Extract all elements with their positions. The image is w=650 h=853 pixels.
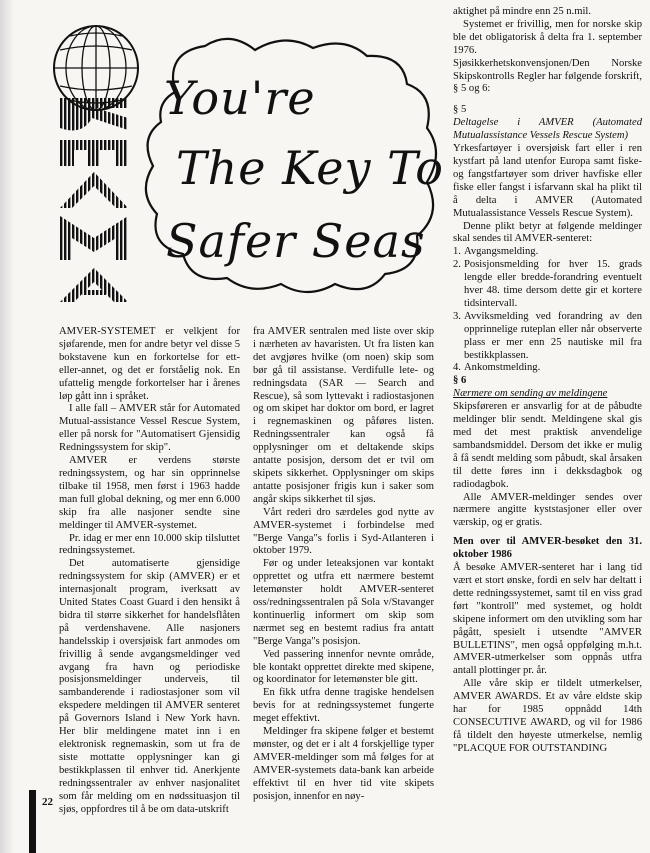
paragraph: Systemet er frivillig, men for norske skip ble det obligatorisk å delta fra 1. september 1976. xyxy=(453,18,642,56)
page-edge xyxy=(0,0,14,853)
list-text: Ankomstmelding. xyxy=(464,362,541,374)
section-5-title: Deltagelse i AMVER (Automated Mutualassistance Vessels Rescue System) xyxy=(453,117,642,142)
list-number: 3. xyxy=(453,310,461,322)
slogan-line-3: Safer Seas xyxy=(166,214,426,268)
subheading: Men over til AMVER-besøket den 31. oktober 1986 xyxy=(453,536,642,561)
paragraph: Det automatiserte gjensidige redningssystem for skip (AMVER) er et internasjonalt program, iverksatt av United States Coast Guard i den hensikt å bidra til større sikkerhet for handelsflåten på verdenshavene. Alle nasjoners handelsskip i oversjøisk fart anmodes om frivillig å sende avgangsmeldinger ved avgang fra havn og periodiske posisjonsmeldinger underveis, til sambanderende i radiostasjoner som vil ekspedere meldingen til AMVER senteret på Governors Island i New York havn. Her blir meldingene matet inn i en elektronisk regnemaskin, som ut fra de siste mottatte opplysninger kan gi bestikkplassen til enhver tid. Anerkjente redningssentraler av enhver nasjonalitet som får melding om en nødssituasjon til sjøs, oppfordres til å be om data-utskrift xyxy=(59,558,240,815)
text-column-1 xyxy=(59,326,240,816)
paragraph: I alle fall – AMVER står for Automated Mutual-assistance Vessel Rescue System, eller på norsk for "Automatisert Gjensidig Redningssystem for skip". xyxy=(59,403,240,454)
paragraph: En fikk utfra denne tragiske hendelsen bevis for at redningssystemet fungerte meget effektivt. xyxy=(253,687,434,725)
list-number: 1. xyxy=(453,246,461,258)
footer-bar xyxy=(29,790,36,853)
paragraph: Før og under leteaksjonen var kontakt opprettet og utfra ett nærmere bestemt letemønster holdt AMVER-senteret oss/redningssentralen på Sola v/Stavanger kontinuerlig informert om skip som nærmet seg en bestemt radius fra antatt "Berge Vanga"s posisjon. xyxy=(253,558,434,647)
section-5-heading: § 5 xyxy=(453,104,467,116)
section-6-title: Nærmere om sending av meldingene xyxy=(453,388,608,400)
paragraph: AMVER er verdens største redningssystem, og har sin opprinnelse tilbake til 1958, men først i 1963 hadde man full global dekning, og mer enn 6.000 skip fra alle nasjoner sendte sine meldinger til AMVER-systemet. xyxy=(59,455,240,531)
list-text: Avviksmelding ved forandring av den opprinnelige ruteplan eller når observerte plass er mer enn 25 nautiske mil fra bestikkplassen. xyxy=(464,310,642,361)
paragraph: AMVER-SYSTEMET er velkjent for sjøfarende, men for andre betyr vel disse 5 bokstavene kun en forkortelse for ett-eller-annet, og det er forståelig nok. En ufattelig mengde forkortelser har i årenes løp gått inn i språket. xyxy=(59,326,240,402)
list-text: Avgangsmelding. xyxy=(464,246,539,258)
slogan-line-2: The Key To xyxy=(176,141,444,195)
list-number: 2. xyxy=(453,259,461,271)
section-6-heading: § 6 xyxy=(453,375,467,387)
paragraph: Pr. idag er mer enn 10.000 skip tilsluttet redningssystemet. xyxy=(59,532,240,557)
list-text: Posisjonsmelding for hver 15. grads lengde eller bredde-forandring eventuelt hver 48. time dersom dette gir et kortere tidsintervall. xyxy=(464,259,642,309)
page-number: 22 xyxy=(42,796,53,808)
paragraph: fra AMVER sentralen med liste over skip i nærheten av havaristen. Ut fra listen kan det avgjøres hvilke (om noen) skip som bør gå til assistanse. Verdifulle lete- og redningsdata (SAR — Search and Rescue), så som lyttevakt i radiostasjonen og om skipet har doktor om bord, er lagret i regnemaskinen og påføres listen. Redningssentraler kan også få opplysninger om et deltakende skips antatte posisjon, dersom det er tvil om skipets sikkerhet. Opplysninger om skips antatte posisjoner frigis kun i saker som angår skips sikkerhet til sjøs. xyxy=(253,326,434,505)
paragraph: Alle AMVER-meldinger sendes over nærmere angitte kyststasjoner eller over værskip, og er gratis. xyxy=(453,491,642,529)
amver-logo xyxy=(56,96,132,304)
text-column-2 xyxy=(253,326,434,804)
paragraph: Ved passering innenfor nevnte område, ble kontakt opprettet direkte med skipene, og koordinator for letemønster ble gitt. xyxy=(253,648,434,686)
paragraph: Å besøke AMVER-senteret har i lang tid vært et stort ønske, fordi en selv har deltatt i dette redningssystemet, samt til en viss grad ført "kontroll" med systemet, og holdt skipene informert om den utvikling som har pågått, spesielt i utsendte "AMVER BULLETINS", men også oppfølging m.h.t. AMVER-utmerkelser som oppnås utfra antall plottinger pr. år. xyxy=(453,562,642,677)
list-item xyxy=(453,259,642,311)
slogan-line-1: You're xyxy=(164,71,316,125)
paragraph: aktighet på mindre enn 25 n.mil. xyxy=(453,6,591,17)
paragraph: Vårt rederi dro særdeles god nytte av AMVER-systemet i forbindelse med "Berge Vanga"s forlis i Syd-Atlanteren i oktober 1979. xyxy=(253,506,434,557)
list-item xyxy=(453,362,642,375)
paragraph: Alle våre skip er tildelt utmerkelser, AMVER AWARDS. Et av våre eldste skip har for 1985 oppnådd 14th CONSECUTIVE AWARD, og vil for 1986 få tildelt den høyeste utmerkelse, nemlig "PLACQUE FOR OUTSTANDING xyxy=(453,678,642,754)
text-column-3 xyxy=(453,6,642,756)
list-item xyxy=(453,246,642,259)
list-number: 4. xyxy=(453,362,461,374)
list-item xyxy=(453,311,642,363)
paragraph: Denne plikt betyr at følgende meldinger skal sendes til AMVER-senteret: xyxy=(453,220,642,245)
paragraph: Meldinger fra skipene følger et bestemt mønster, og det er i alt 4 forskjellige typer AMVER-meldinger som må følges for at AMVER-systemets data-bank kan arbeide effektivt til en hver tid vite skipets posisjon, innenfor en nøy- xyxy=(253,726,434,802)
paragraph: Sjøsikkerhetskonvensjonen/Den Norske Skipskontrolls Regler har følgende forskrift, § 5 og 6: xyxy=(453,57,642,95)
paragraph: Yrkesfartøyer i oversjøisk fart eller i ren kystfart på land utenfor Europa samt fiske- og fangstfartøyer som driver havfiske eller fiske eller fangst i isfarvann skal ha plikt til å delta i AMVER (Automated Mutualassistance Vessels Rescue System). xyxy=(453,143,642,219)
paragraph: Skipsføreren er ansvarlig for at de påbudte meldinger blir sendt. Meldingene skal gis med det mest praktisk anvendelige sambandsmiddel. Dersom det ikke er mulig å få sendt melding som påbudt, skal årsaken til dette føres inn i dekksdagbok og radiodagbok. xyxy=(453,401,642,490)
